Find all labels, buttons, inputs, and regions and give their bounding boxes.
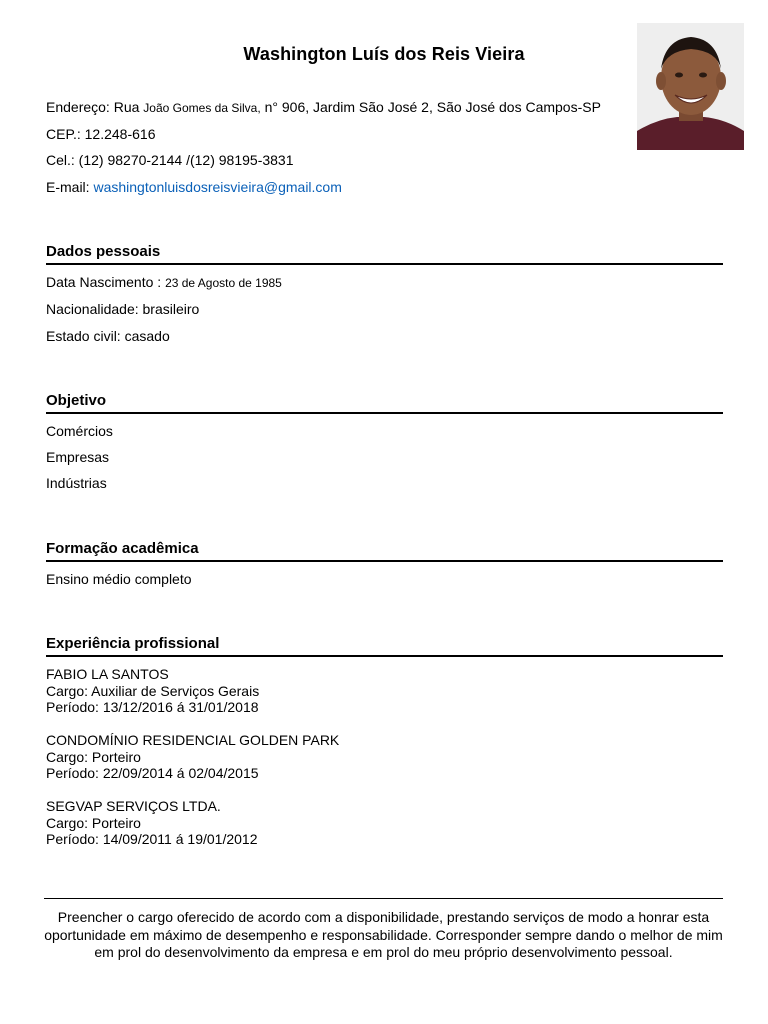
job-role: Cargo: Porteiro <box>46 814 141 831</box>
section-education <box>46 540 723 562</box>
section-divider <box>46 655 723 657</box>
objective-item: Indústrias <box>46 475 107 491</box>
section-title: Experiência profissional <box>46 635 220 652</box>
birth-date-line: Data Nascimento : 23 de Agosto de 1985 <box>46 274 282 290</box>
cep-line: CEP.: 12.248-616 <box>46 126 156 142</box>
address-line: Endereço: Rua João Gomes da Silva, n° 906, Jardim São José 2, São José dos Campos-SP <box>46 99 601 115</box>
profile-photo <box>637 23 744 150</box>
job-entry <box>46 798 257 848</box>
section-experience <box>46 635 723 657</box>
job-role: Cargo: Auxiliar de Serviços Gerais <box>46 682 260 699</box>
section-divider <box>46 560 723 562</box>
section-title: Formação acadêmica <box>46 540 199 557</box>
section-divider <box>46 263 723 265</box>
job-company: SEGVAP SERVIÇOS LTDA. <box>46 798 221 814</box>
candidate-name: Washington Luís dos Reis Vieira <box>243 44 525 64</box>
job-period: Período: 22/09/2014 á 02/04/2015 <box>46 765 259 781</box>
job-company: FABIO LA SANTOS <box>46 666 169 682</box>
section-personal <box>46 243 723 265</box>
footer-statement: Preencher o cargo oferecido de acordo com a disponibilidade, prestando serviços de modo a honrar esta oportunidade em máximo de desempenho e responsabilidade. Corresponder sempre dando o melhor de mim em prol do desenvolvimento da empresa e em prol do meu próprio desenvolvimento pessoal. <box>44 909 723 960</box>
marital-status-line: Estado civil: casado <box>46 328 170 344</box>
email-link[interactable]: washingtonluisdosreisvieira@gmail.com <box>93 179 342 195</box>
phone-line: Cel.: (12) 98270-2144 /(12) 98195-3831 <box>46 152 294 168</box>
section-title: Dados pessoais <box>46 243 161 260</box>
job-entry <box>46 732 339 782</box>
footer-divider <box>44 898 723 899</box>
email-line: E-mail: washingtonluisdosreisvieira@gmail.com <box>46 179 342 195</box>
job-period: Período: 13/12/2016 á 31/01/2018 <box>46 699 259 715</box>
job-period: Período: 14/09/2011 á 19/01/2012 <box>46 831 258 847</box>
section-divider <box>46 412 723 414</box>
section-objective <box>46 392 723 414</box>
job-role: Cargo: Porteiro <box>46 748 141 765</box>
objective-item: Comércios <box>46 423 113 439</box>
education-line: Ensino médio completo <box>46 571 192 587</box>
objective-item: Empresas <box>46 449 110 465</box>
job-company: CONDOMÍNIO RESIDENCIAL GOLDEN PARK <box>46 732 340 748</box>
nationality-line: Nacionalidade: brasileiro <box>46 301 200 317</box>
job-entry <box>46 666 259 716</box>
section-title: Objetivo <box>46 392 107 409</box>
